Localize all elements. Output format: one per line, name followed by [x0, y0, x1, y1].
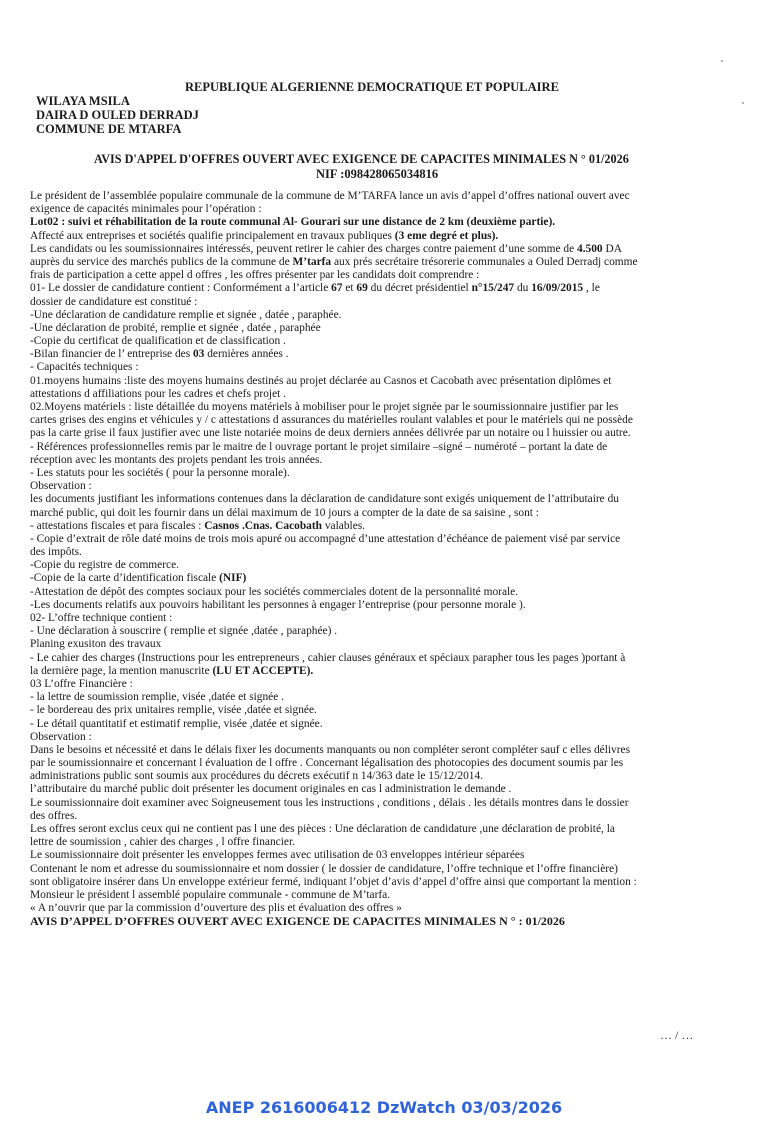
body-line: les documents justifiant les informations contenues dans la déclaration de candidature sont exigés uniquement de l’attributaire du	[30, 493, 619, 506]
body-line: pas la carte grise il faux justifier avec une liste notariée moins de deux derniers années délivrée par un notaire ou l huissier ou autre.	[30, 427, 631, 440]
nif-number: NIF :098428065034816	[316, 167, 439, 181]
body-line: Les candidats ou les soumissionnaires intéressés, peuvent retirer le cahier des charges contre paiement d’une somme de 4.500 DA	[30, 242, 622, 255]
body-line: exigence de capacités minimales pour l’opération :	[30, 203, 262, 216]
republic-header: REPUBLIQUE ALGERIENNE DEMOCRATIQUE ET POPULAIRE	[185, 80, 559, 94]
body-line: marché public, qui doit les fournir dans un délai maximum de 10 jours a compter de la date de sa saisine , sont :	[30, 506, 539, 519]
closing-title: AVIS D’APPEL D’OFFRES OUVERT AVEC EXIGENCE DE CAPACITES MINIMALES N ° : 01/2026	[30, 914, 565, 929]
anep-reference: ANEP 2616006412 DzWatch 03/03/2026	[205, 1098, 563, 1117]
body-line: -Attestation de dépôt des comptes sociaux pour les sociétés commerciales dotent de la personnalité morale.	[30, 585, 519, 598]
body-line: - Références professionnelles remis par le maitre de l ouvrage portant le projet similaire –signé – numéroté – portant la date de	[30, 440, 608, 453]
body-line: des offres.	[30, 809, 78, 822]
body-line: réception avec les montants des projets pendant les trois années.	[30, 453, 323, 466]
body-line: -Copie de la carte d’identification fiscale (NIF)	[30, 572, 247, 585]
scan-speck	[742, 102, 744, 104]
body-line: Monsieur le président l assemblé populaire communale - commune de M’tarfa.	[30, 888, 391, 901]
body-line: -Copie du registre de commerce.	[30, 559, 179, 572]
body-line: cartes grises des engins et véhicules y / c attestations d assurances du matérielles roulant valables et pour le matériels qui ne possède	[30, 414, 633, 427]
body-line: - la lettre de soumission remplie, visée ,datée et signée .	[30, 691, 284, 704]
notice-body	[30, 190, 730, 929]
body-line: - Le détail quantitatif et estimatif remplie, visée ,datée et signée.	[30, 717, 323, 730]
body-line: - Copie d’extrait de rôle daté moins de trois mois apuré ou accompagné d’une attestation d’échéance de paiement visé par service	[30, 532, 621, 545]
body-line: Le soumissionnaire doit examiner avec Soigneusement tous les instructions , conditions , délais . les détails montres dans le dossier	[30, 796, 629, 809]
body-line: Le président de l’assemblée populaire communale de la commune de M’TARFA lance un avis d’appel d’offres national ouvert avec	[30, 190, 630, 202]
body-line: - Une déclaration à souscrire ( remplie et signée ,datée , paraphée) .	[30, 625, 338, 638]
scan-speck	[721, 60, 723, 62]
body-line: Planing exusiton des travaux	[30, 638, 162, 651]
body-line: administrations public sont soumis aux procédures du décrets exécutif n 14/363 date le 15/12/2014.	[30, 770, 484, 783]
body-line: -Une déclaration de candidature remplie et signée , datée , paraphée.	[30, 308, 342, 321]
commune-label: COMMUNE DE MTARFA	[36, 122, 182, 136]
body-line: -Bilan financier de l’ entreprise des 03 dernières années .	[30, 348, 289, 361]
body-line: frais de participation a cette appel d offres , les offres présenter par les candidats doit comprendre :	[30, 269, 480, 282]
notice-title: AVIS D'APPEL D'OFFRES OUVERT AVEC EXIGENCE DE CAPACITES MINIMALES N ° 01/2026	[94, 152, 629, 166]
body-line: Observation :	[30, 480, 92, 493]
body-line: Affecté aux entreprises et sociétés qualifie principalement en travaux publiques (3 eme degré et plus).	[30, 229, 499, 242]
lot-line: Lot02 : suivi et réhabilitation de la route communal Al- Gourari sur une distance de 2 km (deuxième partie).	[30, 216, 556, 229]
body-line: - Capacités techniques :	[30, 361, 139, 374]
body-line: 02- L’offre technique contient :	[30, 612, 173, 624]
body-line: Observation :	[30, 730, 92, 743]
body-line: Les offres seront exclus ceux qui ne contient pas l une des pièces : Une déclaration de candidature ,une déclaration de probité, la	[30, 823, 615, 835]
body-line: des impôts.	[30, 546, 82, 559]
body-line: Le soumissionnaire doit présenter les enveloppes fermes avec utilisation de 03 enveloppes intérieur séparées	[30, 849, 525, 862]
body-line: auprès du service des marchés publics de la commune de M’tarfa aux prés secrétaire trésorerie communales a Ouled Derradj comme	[30, 255, 638, 268]
body-line: la dernière page, la mention manuscrite (LU ET ACCEPTE).	[30, 664, 314, 677]
body-line: - Le cahier des charges (Instructions pour les entrepreneurs , cahier clauses généraux et spéciaux parapher tous les pages )portant à	[30, 651, 626, 664]
body-line: -Les documents relatifs aux pouvoirs habilitant les personnes à engager l’entreprise (pour personne morale ).	[30, 598, 526, 611]
body-line: 03 L’offre Financière :	[30, 677, 133, 690]
body-line: - attestations fiscales et para fiscales : Casnos .Cnas. Cacobath valables.	[30, 519, 366, 532]
wilaya-label: WILAYA MSILA	[36, 94, 130, 108]
body-line: - Les statuts pour les sociétés ( pour la personne morale).	[30, 466, 290, 479]
body-line: dossier de candidature est constitué :	[30, 295, 198, 308]
body-line: - le bordereau des prix unitaires remplie, visée ,datée et signée.	[30, 704, 317, 717]
body-line: 01.moyens humains :liste des moyens humains destinés au projet déclarée au Casnos et Cacobath avec présentation diplômes et	[30, 374, 612, 387]
body-line: l’attributaire du marché public doit présenter les document originales en cas l administration le demande .	[30, 783, 512, 796]
body-line: lettre de soumission , cahier des charges , l offre financier.	[30, 836, 295, 849]
body-line: -Copie du certificat de qualification et de classification .	[30, 335, 286, 348]
body-line: 02.Moyens matériels : liste détaillée du moyens matériels à mobiliser pour le projet signée par le soumissionnaire justifier par les	[30, 401, 619, 413]
body-line: attestations d affiliations pour les cadres et chefs projet .	[30, 387, 286, 400]
body-line: Contenant le nom et adresse du soumissionnaire et nom dossier ( le dossier de candidature, l’offre technique et l’offre financière)	[30, 862, 618, 875]
body-line: par le soumissionnaire et concernant l évaluation de l offre . Concernant légalisation des photocopies des document soumis par les	[30, 757, 624, 770]
body-line: Dans le besoins et nécessité et dans le délais fixer les documents manquants ou non compléter seront compléter sauf c elles délivres	[30, 743, 631, 756]
continuation-mark: … / …	[660, 1028, 694, 1042]
body-line: -Une déclaration de probité, remplie et signée , datée , paraphée	[30, 321, 321, 334]
daira-label: DAIRA D OULED DERRADJ	[36, 108, 199, 122]
body-line: sont obligatoire insérer dans Un enveloppe extérieur fermé, indiquant l’objet d’avis d’appel d’offre ainsi que comportant la mention :	[30, 875, 637, 888]
body-line: 01- Le dossier de candidature contient : Conformément a l’article 67 et 69 du décret présidentiel n°15/247 du 16/09/2015 , le	[30, 282, 600, 295]
body-line: « A n’ouvrir que par la commission d’ouverture des plis et évaluation des offres »	[30, 902, 402, 915]
